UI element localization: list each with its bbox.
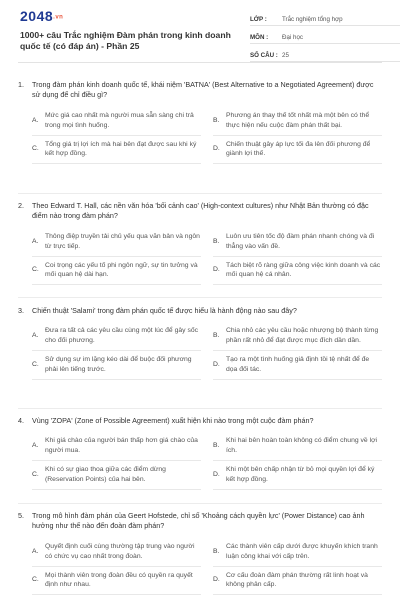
answer-letter: B. (213, 442, 220, 450)
question-divider (18, 408, 382, 409)
answer-text: Mọi thành viên trong đoàn đều có quyền ra quyết định như nhau. (45, 571, 193, 589)
question-number: 1. (18, 80, 24, 89)
answer-b[interactable] (213, 107, 382, 136)
answer-c[interactable] (32, 351, 201, 380)
answer-text: Tách biệt rõ ràng giữa công việc kinh doanh và các mối quan hệ cá nhân. (226, 261, 381, 279)
meta-value: Đại học (282, 34, 303, 41)
question-text: Trong mô hình đàm phán của Geert Hofstede, chỉ số 'Khoảng cách quyền lực' (Power Distance) cao ảnh hưởng như thế nào đến đoàn đàm phán? (32, 511, 365, 531)
question-number: 4. (18, 416, 24, 425)
answer-b[interactable] (213, 322, 382, 351)
answer-d[interactable] (213, 461, 382, 490)
answer-text: Phương án thay thế tốt nhất mà một bên có thể thực hiện nếu cuộc đàm phán thất bại. (226, 111, 370, 129)
answer-a[interactable] (32, 107, 201, 136)
answer-text: Mức giá cao nhất mà người mua sẵn sàng chi trả trong mọi tình huống. (45, 111, 194, 129)
answer-letter: C. (32, 576, 39, 584)
document-meta (250, 10, 400, 64)
document-header (18, 0, 382, 63)
answer-c[interactable] (32, 257, 201, 286)
answer-options (32, 432, 382, 489)
answer-a[interactable] (32, 538, 201, 567)
answer-letter: B. (213, 547, 220, 555)
question-text: Vùng 'ZOPA' (Zone of Possible Agreement) xuất hiện khi nào trong một cuộc đàm phán? (32, 416, 314, 425)
answer-text: Chiến thuật gây áp lực tối đa lên đối phương để giành lợi thế. (226, 140, 371, 158)
answer-c[interactable] (32, 567, 201, 596)
answer-letter: A. (32, 116, 39, 124)
meta-label: SỐ CÂU : (250, 52, 278, 59)
question-divider (18, 193, 382, 194)
question-5 (18, 511, 382, 595)
answer-letter: D. (213, 145, 220, 153)
answer-options (32, 538, 382, 595)
answer-letter: C. (32, 361, 39, 369)
answer-letter: A. (32, 332, 39, 340)
answer-text: Quyết định cuối cùng thường tập trung vào người có chức vụ cao nhất trong đoàn. (45, 542, 195, 560)
answer-letter: D. (213, 361, 220, 369)
answer-a[interactable] (32, 228, 201, 257)
answer-options (32, 322, 382, 379)
answer-options (32, 107, 382, 164)
question-3 (18, 306, 382, 380)
question-divider (18, 297, 382, 298)
site-logo[interactable] (20, 8, 63, 24)
logo-main: 2048 (20, 8, 54, 24)
answer-text: Đưa ra tất cả các yêu cầu cùng một lúc để gây sốc cho đối phương. (45, 327, 199, 345)
document-title: 1000+ câu Trắc nghiệm Đàm phán trong kinh doanh quốc tế (có đáp án) - Phần 25 (20, 30, 231, 52)
answer-letter: D. (213, 471, 220, 479)
answer-b[interactable] (213, 538, 382, 567)
meta-label: MÔN : (250, 34, 269, 41)
answer-c[interactable] (32, 136, 201, 165)
question-number: 5. (18, 511, 24, 520)
answer-text: Sử dụng sự im lặng kéo dài để buộc đối phương phải lên tiếng trước. (45, 356, 192, 373)
answer-letter: C. (32, 145, 39, 153)
logo-suffix: .vn (53, 14, 64, 21)
answer-d[interactable] (213, 257, 382, 286)
answer-a[interactable] (32, 322, 201, 351)
answer-text: Cơ cấu đoàn đàm phán thường rất linh hoạt và không phân cấp. (226, 571, 368, 589)
answer-letter: B. (213, 237, 220, 245)
answer-d[interactable] (213, 351, 382, 380)
answer-text: Coi trọng các yếu tố phi ngôn ngữ, sự tin tưởng và mối quan hệ dài hạn. (45, 261, 198, 279)
answer-text: Các thành viên cấp dưới được khuyến khích tranh luận công khai với cấp trên. (226, 542, 378, 560)
answer-letter: B. (213, 116, 220, 124)
question-1 (18, 80, 382, 164)
question-number: 3. (18, 306, 24, 315)
meta-subject (250, 28, 400, 44)
question-2 (18, 201, 382, 285)
answer-a[interactable] (32, 432, 201, 461)
question-4 (18, 416, 382, 490)
answer-text: Tổng giá trị lợi ích mà hai bên đạt được sau khi ký kết hợp đồng. (45, 140, 197, 158)
answer-text: Luôn ưu tiên tốc độ đàm phán nhanh chóng và đi thẳng vào vấn đề. (226, 232, 375, 250)
answer-c[interactable] (32, 461, 201, 490)
meta-label: LỚP : (250, 16, 267, 23)
answer-letter: A. (32, 237, 39, 245)
answer-options (32, 228, 382, 285)
answer-letter: D. (213, 266, 220, 274)
answer-text: Chia nhỏ các yêu cầu hoặc nhượng bộ thành từng phần rất nhỏ để đạt được mục đích dần dần. (226, 327, 379, 345)
answer-d[interactable] (213, 136, 382, 165)
answer-text: Thông điệp truyền tải chủ yếu qua văn bản và ngôn từ trực tiếp. (45, 232, 200, 250)
answer-d[interactable] (213, 567, 382, 596)
answer-text: Khi có sự giao thoa giữa các điểm dừng (Reservation Points) của hai bên. (45, 466, 166, 483)
answer-letter: C. (32, 471, 39, 479)
answer-b[interactable] (213, 228, 382, 257)
answer-letter: A. (32, 442, 39, 450)
answer-letter: D. (213, 576, 220, 584)
question-text: Chiến thuật 'Salami' trong đàm phán quốc tế được hiểu là hành động nào sau đây? (32, 306, 297, 315)
meta-class (250, 10, 400, 26)
meta-value: Trắc nghiệm tổng hợp (282, 16, 343, 23)
answer-text: Khi giá chào của người bán thấp hơn giá chào của người mua. (45, 437, 198, 455)
meta-value: 25 (282, 52, 289, 59)
answer-letter: C. (32, 266, 39, 274)
meta-count (250, 46, 400, 62)
question-number: 2. (18, 201, 24, 210)
question-text: Theo Edward T. Hall, các nền văn hóa 'bối cảnh cao' (High-context cultures) như Nhật Bản thường có đặc điểm nào trong đàm phán? (32, 201, 369, 221)
question-divider (18, 503, 382, 504)
answer-text: Khi một bên chấp nhận từ bỏ mọi quyền lợi để ký kết hợp đồng. (226, 466, 375, 483)
answer-text: Khi hai bên hoàn toàn không có điểm chung về lợi ích. (226, 437, 378, 455)
question-text: Trong đàm phán kinh doanh quốc tế, khái niệm 'BATNA' (Best Alternative to a Negotiated Agreement) được sử dụng để chỉ điều gì? (32, 80, 374, 100)
answer-letter: A. (32, 547, 39, 555)
answer-text: Tạo ra một tình huống giả định tồi tệ nhất để đe dọa đối tác. (226, 356, 370, 373)
answer-letter: B. (213, 332, 220, 340)
answer-b[interactable] (213, 432, 382, 461)
